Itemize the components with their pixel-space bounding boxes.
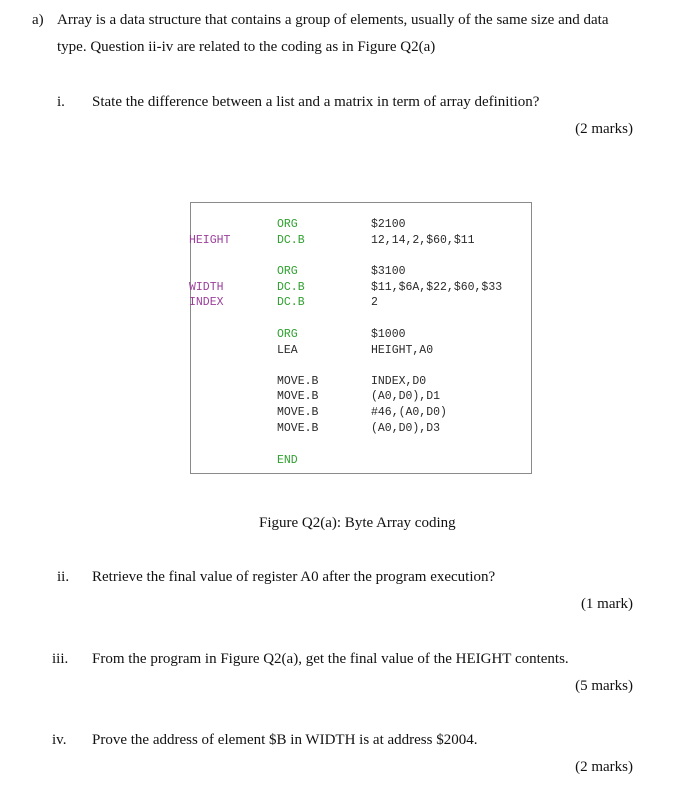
operand-7: HEIGHT,A0 xyxy=(371,344,434,357)
part-a-text-line1: Array is a data structure that contains a group of elements, usually of the same size and data xyxy=(57,12,609,28)
question-ii-number: ii. xyxy=(57,569,70,585)
question-ii-text: Retrieve the final value of register A0 after the program execution? xyxy=(92,569,496,585)
op-org-3: ORG xyxy=(277,328,298,341)
operand-11: (A0,D0),D3 xyxy=(371,422,441,435)
operand-4: $11,$6A,$22,$60,$33 xyxy=(371,281,503,294)
op-dcb-3: DC.B xyxy=(277,296,305,309)
op-lea: LEA xyxy=(277,344,298,357)
op-end: END xyxy=(277,454,298,467)
operand-6: $1000 xyxy=(371,328,406,341)
question-iv-number: iv. xyxy=(52,732,67,748)
label-width: WIDTH xyxy=(189,281,224,294)
op-move-2: MOVE.B xyxy=(277,390,319,403)
question-iii-number: iii. xyxy=(52,651,69,667)
label-height: HEIGHT xyxy=(189,234,231,247)
operand-9: (A0,D0),D1 xyxy=(371,390,441,403)
question-iv-marks: (2 marks) xyxy=(575,759,633,775)
op-dcb-2: DC.B xyxy=(277,281,305,294)
question-i-number: i. xyxy=(57,94,65,110)
part-a-marker: a) xyxy=(32,12,44,28)
op-move-1: MOVE.B xyxy=(277,375,319,388)
question-i-text: State the difference between a list and a matrix in term of array definition? xyxy=(92,94,540,110)
op-org-1: ORG xyxy=(277,218,298,231)
question-iii-text: From the program in Figure Q2(a), get the final value of the HEIGHT contents. xyxy=(92,651,569,667)
operand-2: 12,14,2,$60,$11 xyxy=(371,234,475,247)
question-iii-marks: (5 marks) xyxy=(575,678,633,694)
operand-5: 2 xyxy=(371,296,378,309)
question-iv-text: Prove the address of element $B in WIDTH is at address $2004. xyxy=(92,732,478,748)
operand-3: $3100 xyxy=(371,265,406,278)
op-org-2: ORG xyxy=(277,265,298,278)
part-a-text-line2: type. Question ii-iv are related to the coding as in Figure Q2(a) xyxy=(57,39,436,55)
op-move-4: MOVE.B xyxy=(277,422,319,435)
op-dcb-1: DC.B xyxy=(277,234,305,247)
op-move-3: MOVE.B xyxy=(277,406,319,419)
operand-10: #46,(A0,D0) xyxy=(371,406,447,419)
code-figure xyxy=(190,202,532,474)
label-index: INDEX xyxy=(189,296,224,309)
figure-caption: Figure Q2(a): Byte Array coding xyxy=(259,515,456,531)
question-i-marks: (2 marks) xyxy=(575,121,633,137)
operand-1: $2100 xyxy=(371,218,406,231)
question-ii-marks: (1 mark) xyxy=(580,596,633,612)
operand-8: INDEX,D0 xyxy=(371,375,427,388)
